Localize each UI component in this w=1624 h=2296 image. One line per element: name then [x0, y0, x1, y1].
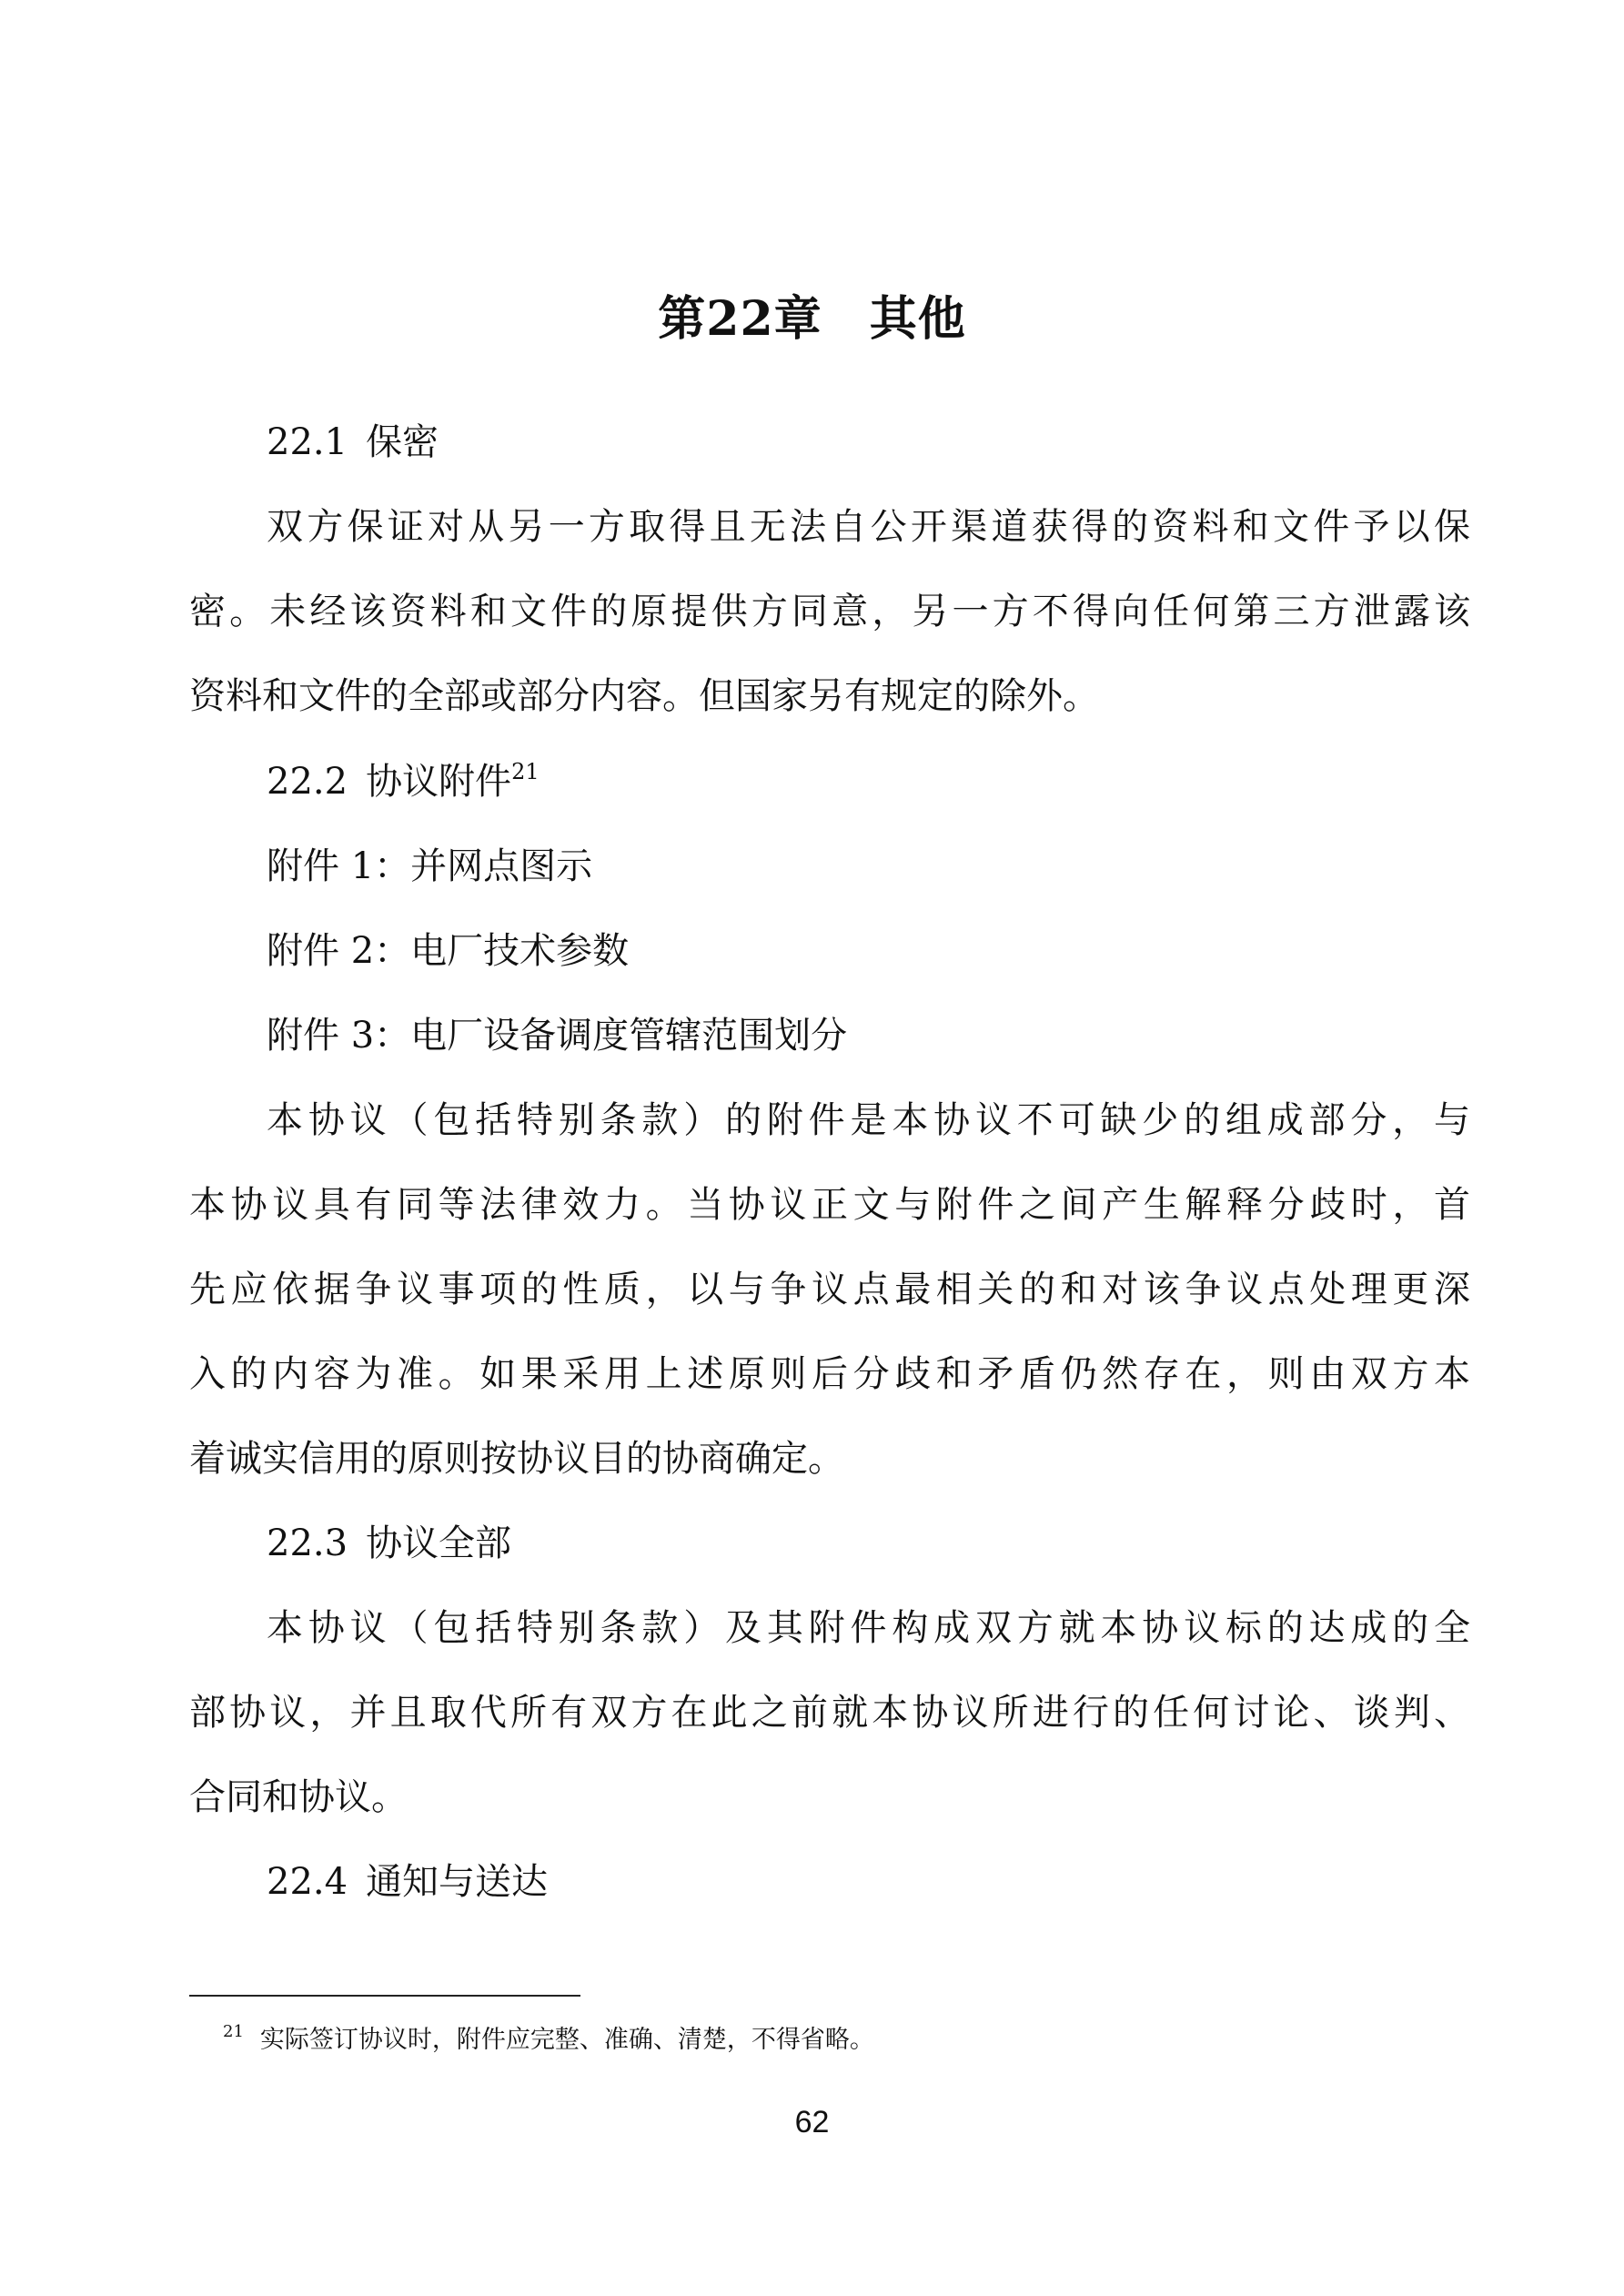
chapter-prefix: 第 [658, 291, 707, 347]
paragraph-line: 部协议，并且取代所有双方在此之前就本协议所进行的任何讨论、谈判、 [189, 1692, 1470, 1734]
section-number: 22.3 [267, 1522, 348, 1564]
paragraph-line: 密。未经该资料和文件的原提供方同意，另一方不得向任何第三方泄露该 [189, 591, 1470, 632]
footnote-mark: 21 [223, 2022, 244, 2041]
paragraph-line: 本协议（包括特别条款）的附件是本协议不可缺少的组成部分，与 [267, 1099, 1470, 1141]
chapter-title [0, 289, 1624, 349]
footnote-text: 实际签订协议时，附件应完整、准确、清楚，不得省略。 [259, 2026, 874, 2054]
paragraph-line: 着诚实信用的原则按协议目的协商确定。 [189, 1438, 844, 1480]
section-number: 22.1 [267, 421, 348, 463]
chapter-number: 22 [706, 291, 774, 347]
paragraph-line: 先应依据争议事项的性质，以与争议点最相关的和对该争议点处理更深 [189, 1269, 1470, 1310]
section-number: 22.2 [267, 761, 348, 803]
footnote [223, 2022, 874, 2058]
paragraph-line: 本协议（包括特别条款）及其附件构成双方就本协议标的达成的全 [267, 1607, 1470, 1649]
section-title: 协议全部 [366, 1522, 512, 1564]
section-heading-22-4 [267, 1857, 1548, 1907]
footnote-reference[interactable]: 21 [511, 759, 540, 784]
paragraph-line: 合同和协议。 [189, 1776, 408, 1818]
chapter-name: 其他 [869, 291, 966, 347]
paragraph-line: 本协议具有同等法律效力。当协议正文与附件之间产生解释分歧时，首 [189, 1184, 1470, 1226]
paragraph-line: 入的内容为准。如果采用上述原则后分歧和矛盾仍然存在，则由双方本 [189, 1353, 1470, 1395]
section-heading-22-1 [267, 418, 1548, 467]
paragraph-line: 资料和文件的全部或部分内容。但国家另有规定的除外。 [189, 675, 1099, 717]
section-heading-22-3 [267, 1519, 1548, 1568]
annex-item-3: 附件 3：电厂设备调度管辖范围划分 [267, 1015, 848, 1057]
section-number: 22.4 [267, 1861, 348, 1903]
section-title: 协议附件 [366, 761, 512, 803]
section-title: 通知与送达 [366, 1861, 549, 1903]
paragraph-line: 双方保证对从另一方取得且无法自公开渠道获得的资料和文件予以保 [267, 506, 1470, 548]
annex-item-2: 附件 2：电厂技术参数 [267, 930, 630, 972]
page-number: 62 [794, 2105, 830, 2139]
section-title: 保密 [366, 421, 439, 463]
annex-item-1: 附件 1：并网点图示 [267, 845, 593, 887]
section-heading-22-2 [267, 757, 1548, 806]
chapter-suffix: 章 [773, 291, 822, 347]
footnote-separator [189, 1995, 580, 1997]
